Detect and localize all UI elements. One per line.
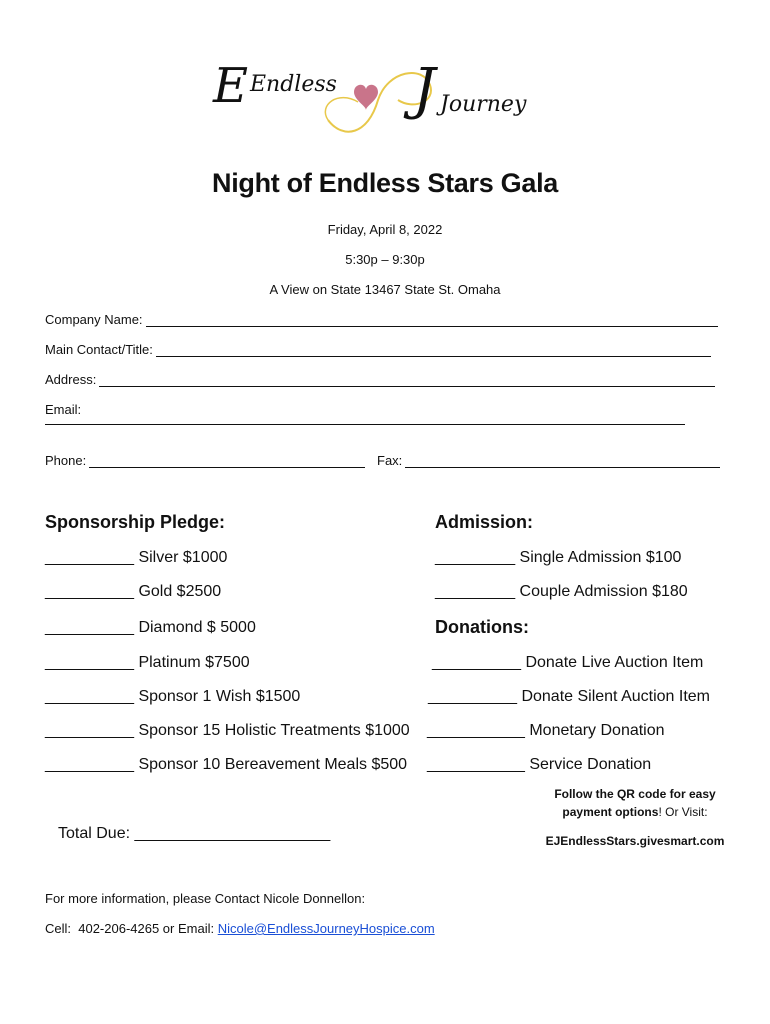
donation-option-service[interactable]	[427, 756, 651, 774]
admission-label: Single Admission $100	[519, 549, 682, 566]
pledge-blank[interactable]: __________	[45, 549, 134, 566]
donation-label: Monetary Donation	[529, 722, 665, 739]
logo-word-endless: Endless	[250, 72, 337, 97]
company-name-label: Company Name:	[45, 312, 143, 327]
donation-blank[interactable]: __________	[428, 688, 517, 705]
more-info-text: For more information, please Contact Nicole Donnellon:	[45, 891, 366, 906]
address-field[interactable]	[45, 372, 715, 387]
donation-label: Service Donation	[529, 756, 652, 773]
event-venue: A View on State 13467 State St. Omaha	[269, 282, 501, 297]
giving-url[interactable]: EJEndlessStars.givesmart.com	[545, 834, 725, 848]
donation-blank[interactable]: ___________	[427, 756, 525, 773]
pledge-label: Gold $2500	[138, 583, 222, 600]
donations-heading: Donations:	[435, 617, 529, 637]
logo-word-journey: Journey	[440, 92, 527, 117]
qr-note-line2: payment options! Or Visit:	[562, 805, 708, 819]
total-due[interactable]	[58, 825, 330, 843]
contact-line	[45, 921, 435, 936]
donation-option-monetary[interactable]	[427, 722, 665, 740]
sponsorship-option-meals[interactable]	[45, 756, 407, 774]
donation-blank[interactable]: __________	[432, 654, 521, 671]
company-name-line[interactable]	[146, 313, 718, 327]
sponsorship-heading: Sponsorship Pledge:	[45, 512, 226, 532]
sponsorship-option-holistic[interactable]	[45, 722, 410, 740]
fax-line[interactable]	[405, 454, 720, 468]
qr-note-line1: Follow the QR code for easy	[554, 787, 716, 801]
svg-text:J: J	[413, 57, 436, 122]
email-link[interactable]: Nicole@EndlessJourneyHospice.com	[217, 921, 435, 936]
main-contact-field[interactable]	[45, 342, 711, 357]
donation-label: Donate Silent Auction Item	[521, 688, 710, 705]
admission-label: Couple Admission $180	[519, 583, 688, 600]
sponsorship-option-silver[interactable]	[45, 549, 227, 567]
pledge-blank[interactable]: __________	[45, 583, 134, 600]
main-contact-label: Main Contact/Title:	[45, 342, 153, 357]
donation-option-silent-auction[interactable]	[428, 688, 710, 706]
pledge-blank[interactable]: __________	[45, 688, 134, 705]
qr-note	[540, 785, 730, 821]
sponsorship-option-gold[interactable]	[45, 583, 221, 601]
phone-field[interactable]	[45, 453, 365, 468]
address-label: Address:	[45, 372, 97, 387]
email-label: Email:	[45, 402, 82, 417]
admission-blank[interactable]: _________	[435, 583, 516, 600]
pledge-blank[interactable]: __________	[45, 756, 134, 773]
svg-text:E: E	[213, 58, 249, 114]
admission-heading: Admission:	[435, 512, 534, 532]
pledge-label: Sponsor 10 Bereavement Meals $500	[138, 756, 408, 773]
donation-option-live-auction[interactable]	[432, 654, 703, 672]
event-date: Friday, April 8, 2022	[327, 222, 443, 237]
email-field	[45, 402, 81, 417]
email-line[interactable]	[45, 424, 685, 425]
cell-text: Cell: 402-206-4265 or Email:	[45, 921, 218, 936]
phone-line[interactable]	[89, 454, 365, 468]
admission-option-couple[interactable]	[435, 583, 688, 601]
company-name-field[interactable]	[45, 312, 718, 327]
pledge-blank[interactable]: __________	[45, 619, 134, 636]
sponsorship-option-wish[interactable]	[45, 688, 300, 706]
admission-option-single[interactable]	[435, 549, 681, 567]
event-title: Night of Endless Stars Gala	[212, 168, 558, 198]
total-due-label: Total Due:	[58, 825, 131, 842]
pledge-label: Sponsor 1 Wish $1500	[138, 688, 301, 705]
pledge-label: Platinum $7500	[138, 654, 250, 671]
endless-journey-logo	[208, 40, 558, 150]
event-time: 5:30p – 9:30p	[345, 252, 425, 267]
pledge-blank[interactable]: __________	[45, 654, 134, 671]
sponsorship-option-platinum[interactable]	[45, 654, 250, 672]
fax-field[interactable]	[377, 453, 720, 468]
main-contact-line[interactable]	[156, 343, 711, 357]
donation-blank[interactable]: ___________	[427, 722, 525, 739]
total-due-blank[interactable]: ______________________	[134, 825, 331, 842]
pledge-label: Sponsor 15 Holistic Treatments $1000	[138, 722, 410, 739]
admission-blank[interactable]: _________	[435, 549, 516, 566]
address-line[interactable]	[99, 373, 715, 387]
sponsorship-option-diamond[interactable]	[45, 619, 256, 637]
pledge-label: Silver $1000	[138, 549, 228, 566]
pledge-blank[interactable]: __________	[45, 722, 134, 739]
donation-label: Donate Live Auction Item	[525, 654, 704, 671]
pledge-label: Diamond $ 5000	[138, 619, 256, 636]
phone-label: Phone:	[45, 453, 87, 468]
heart-icon	[354, 85, 378, 110]
fax-label: Fax:	[377, 453, 403, 468]
